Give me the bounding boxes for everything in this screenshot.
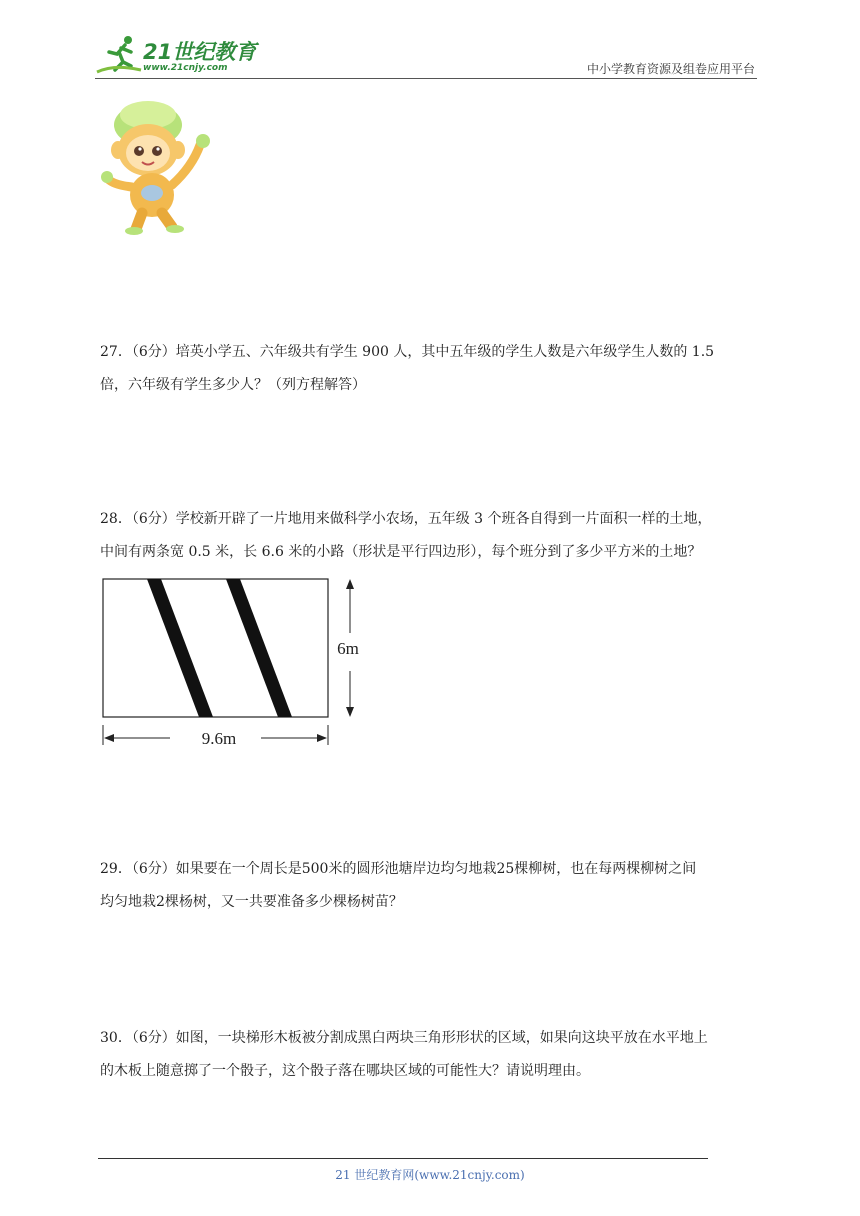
question-line: 中间有两条宽 0.5 米，长 6.6 米的小路（形状是平行四边形），每个班分到了多少平方米的土地？: [100, 544, 702, 560]
path-strip-1: [147, 579, 213, 717]
page-header: [0, 0, 860, 80]
mascot-illustration: [100, 95, 220, 235]
header-divider: [95, 78, 757, 79]
question-28: [100, 503, 762, 569]
question-30: [100, 1022, 762, 1088]
plot-rectangle: [103, 579, 328, 717]
width-label: 9.6m: [201, 729, 237, 748]
question-27: [100, 336, 762, 402]
platform-name: 中小学教育资源及组卷应用平台: [586, 62, 755, 76]
question-line: 28．（6分）学校新开辟了一片地用来做科学小农场，五年级 3 个班各自得到一片面积一样的土地，: [100, 511, 712, 527]
path-strip-2: [226, 579, 292, 717]
logo-url: www.21cnjy.com: [143, 63, 228, 73]
page-footer: 21 世纪教育网(www.21cnjy.com): [335, 1168, 525, 1182]
farm-plot-figure: [95, 575, 385, 750]
question-line: 27．（6分）培英小学五、六年级共有学生 900 人，其中五年级的学生人数是六年级学生人数的 1.5: [100, 344, 715, 360]
runner-logo-icon: [95, 34, 143, 74]
logo-text: 21世纪教育: [143, 40, 257, 64]
footer-divider: [98, 1158, 708, 1159]
question-29: [100, 853, 762, 919]
site-logo: [95, 34, 265, 78]
question-line: 倍，六年级有学生多少人？（列方程解答）: [100, 377, 366, 393]
question-line: 29．（6分）如果要在一个周长是500米的圆形池塘岸边均匀地栽25棵柳树，也在每两棵柳树之间: [100, 861, 697, 877]
question-line: 30．（6分）如图，一块梯形木板被分割成黑白两块三角形形状的区域，如果向这块平放在水平地上: [100, 1030, 708, 1046]
question-line: 均匀地栽2棵杨树，又一共要准备多少棵杨树苗？: [100, 894, 403, 910]
question-line: 的木板上随意掷了一个骰子，这个骰子落在哪块区域的可能性大？请说明理由。: [100, 1063, 590, 1079]
height-label: 6m: [337, 639, 359, 658]
